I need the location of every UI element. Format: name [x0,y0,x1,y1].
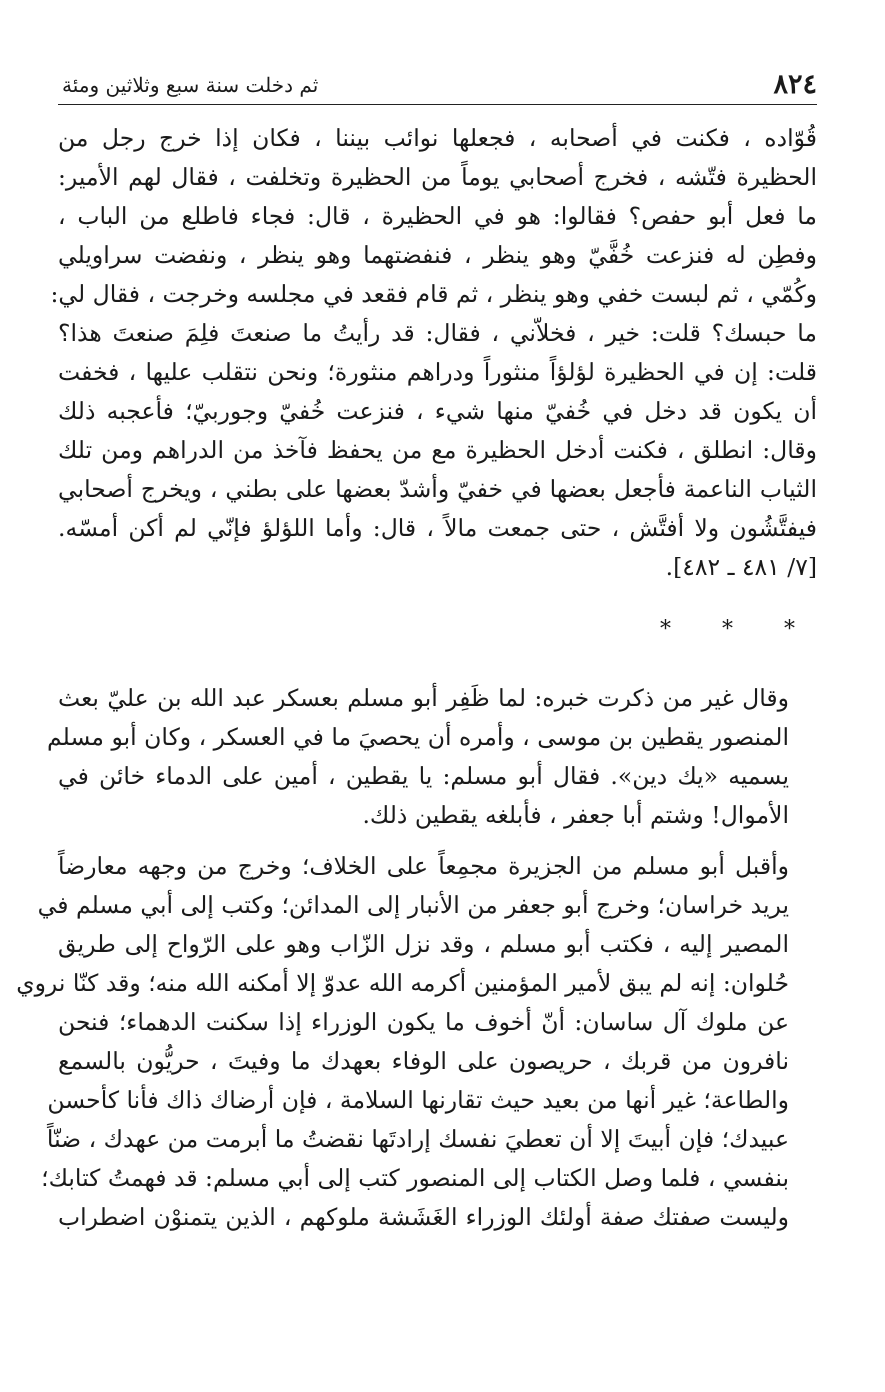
paragraph-abu-muslim [16,847,817,1237]
paragraph-yaqtin [47,679,817,835]
paragraph-gap [58,835,817,847]
text-line: فيفتَّشُون ولا أفتَّش ، حتى جمعت مالاً ، قال: وأما اللؤلؤ فإنّي لم أكن أمسّه. [58,514,817,542]
text-line: وقال: انطلق ، فكنت أدخل الحظيرة مع من يحفظ فآخذ من الدراهم ومن تلك [58,436,817,464]
text-line: الحظيرة فتّشه ، فخرج أصحابي يوماً من الحظيرة وتخلفت ، فقال لهم الأمير: [58,163,817,191]
text-line: المنصور يقطين بن موسى ، وأمره أن يحصيَ ما في العسكر ، وكان أبو مسلم [47,723,789,751]
text-line: ما حبسك؟ قلت: خير ، فخلاّني ، فقال: قد رأيتُ ما صنعتَ فلِمَ صنعتَ هذا؟ [58,319,817,347]
citation-reference: [٧/ ٤٨١ ـ ٤٨٢]. [665,553,817,581]
text-line: حُلوان: إنه لم يبق لأمير المؤمنين أكرمه الله عدوّ إلا أمكنه الله منه؛ وقد كنّا نروي [16,969,789,997]
running-title: ثم دخلت سنة سبع وثلاثين ومئة [62,73,319,97]
paragraph-narrative [50,119,817,587]
text-line: بنفسي ، فلما وصل الكتاب إلى المنصور كتب إلى أبي مسلم: قد فهمتُ كتابك؛ [41,1164,789,1192]
page-header [58,58,817,105]
text-line: قُوّاده ، فكنت في أصحابه ، فجعلها نوائب بيننا ، فكان إذا خرج رجل من [58,124,817,152]
text-line: عن ملوك آل ساسان: أنّ أخوف ما يكون الوزراء إذا سكنت الدهماء؛ فنحن [58,1008,789,1036]
text-line: عبيدك؛ فإن أبيتَ إلا أن تعطيَ نفسك إرادتَها نقضتُ ما أبرمت من عهدك ، ضنّاً [46,1125,789,1153]
text-line: المصير إليه ، فكتب أبو مسلم ، وقد نزل الزّاب وهو على الرّواح إلى طريق [58,930,789,958]
text-line: وكُمّي ، ثم لبست خفي وهو ينظر ، ثم قام فقعد في مجلسه وخرجت ، فقال لي: [50,280,817,308]
text-line: نافرون من قربك ، حريصون على الوفاء بعهدك ما وفيتَ ، حريُّون بالسمع [58,1047,789,1075]
text-line: وأقبل أبو مسلم من الجزيرة مجمِعاً على الخلاف؛ وخرج من وجهه معارضاً [58,852,789,880]
text-line: والطاعة؛ غير أنها من بعيد حيث تقارنها السلامة ، فإن أرضاك ذاك فأنا كأحسن [47,1086,789,1114]
section-divider: * * * [660,617,817,642]
book-page [16,58,817,1392]
text-line: الثياب الناعمة فأجعل بعضها في خفيّ وأشدّ بعضها على بطني ، ويخرج أصحابي [58,475,817,503]
text-line: قلت: إن في الحظيرة لؤلؤاً منثوراً ودراهم منثورة؛ ونحن نتقلب عليها ، فخفت [58,358,817,386]
body-text [16,119,817,1237]
text-line: يسميه «يك دين». فقال أبو مسلم: يا يقطين ، أمين على الدماء خائن في [58,762,789,790]
text-line: وفطِن له فنزعت خُفَّيّ وهو ينظر ، فنفضتهما وهو ينظر ، ونفضت سراويلي [58,241,817,269]
text-line: الأموال! وشتم أبا جعفر ، فأبلغه يقطين ذلك. [362,801,789,829]
text-line: يريد خراسان؛ وخرج أبو جعفر من الأنبار إلى المدائن؛ وكتب إلى أبي مسلم في [37,891,789,919]
page-number: ٨٢٤ [773,69,817,100]
text-line: ما فعل أبو حفص؟ فقالوا: هو في الحظيرة ، قال: فجاء فاطلع من الباب ، [58,202,817,230]
text-line: وليست صفتك صفة أولئك الوزراء الغَشَشة ملوكهم ، الذين يتمنوْن اضطراب [58,1203,789,1231]
text-line: وقال غير من ذكرت خبره: لما ظَفِر أبو مسلم بعسكر عبد الله بن عليّ بعث [58,684,789,712]
text-line: أن يكون قد دخل في خُفيّ منها شيء ، فنزعت خُفيّ وجوربيّ؛ فأعجبه ذلك [58,397,817,425]
